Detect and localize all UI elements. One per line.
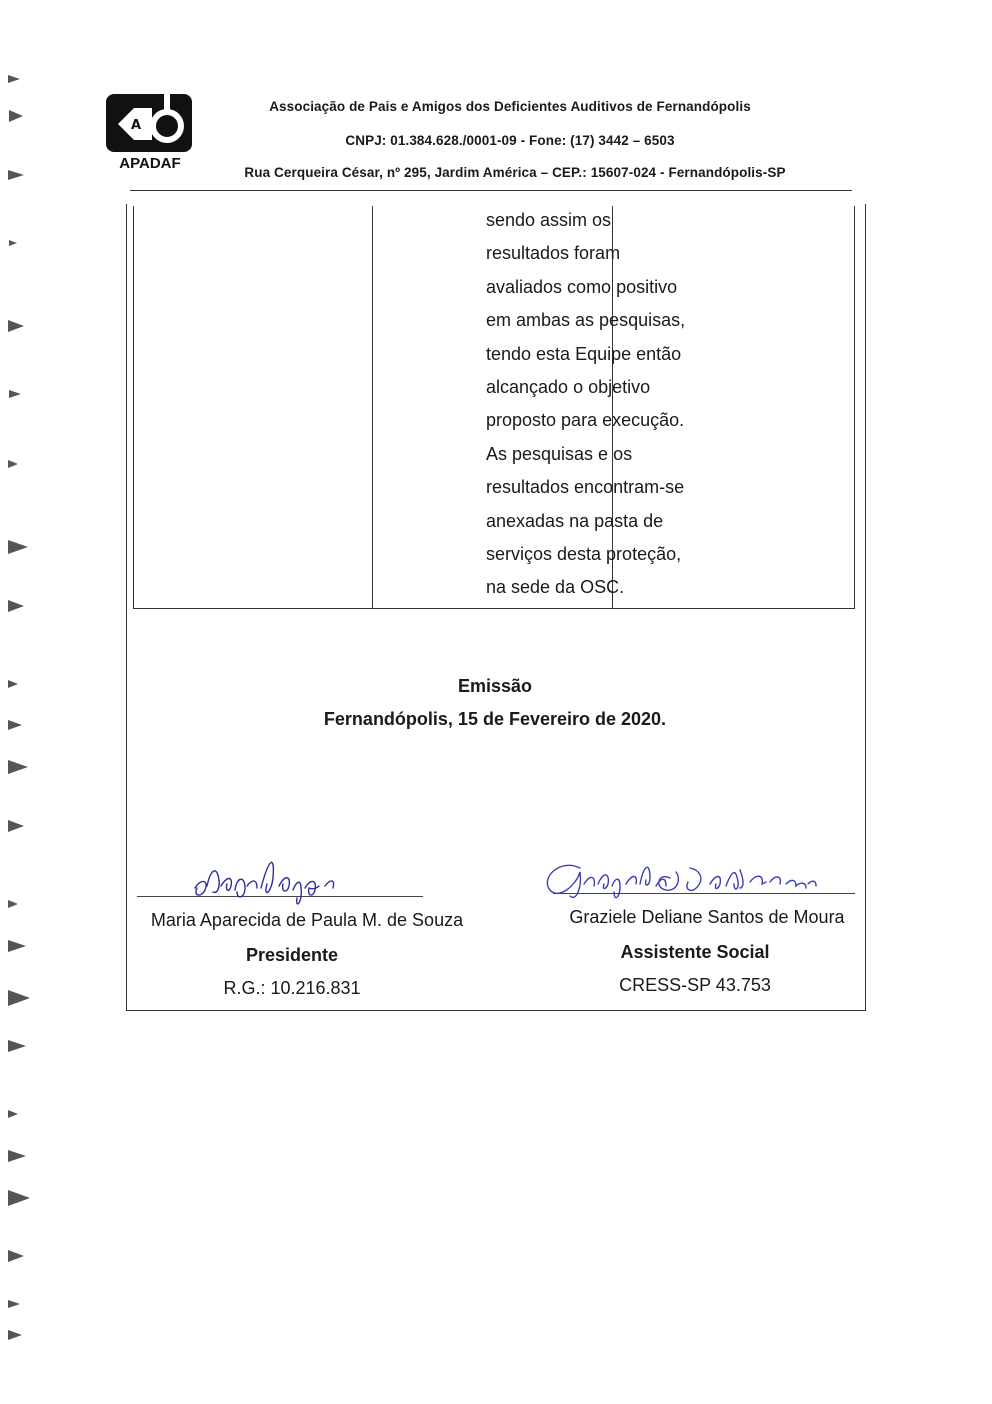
cell-line: alcançado o objetivo xyxy=(486,377,651,398)
header-divider xyxy=(130,190,852,191)
cell-line: resultados foram xyxy=(486,243,621,264)
emission-date: Fernandópolis, 15 de Fevereiro de 2020. xyxy=(323,709,667,729)
right-handwritten-signature xyxy=(540,848,840,910)
right-signatory-id: CRESS-SP 43.753 xyxy=(619,975,771,995)
right-signatory-name: Graziele Deliane Santos de Moura xyxy=(569,907,845,927)
organization-name: Associação de Pais e Amigos dos Deficientes Auditivos de Fernandópolis xyxy=(269,99,751,114)
left-signatory-role: Presidente xyxy=(245,945,339,965)
cell-line: tendo esta Equipe então xyxy=(486,343,682,364)
cell-line: em ambas as pesquisas, xyxy=(486,310,686,331)
left-handwritten-signature xyxy=(185,850,355,912)
left-signatory-name: Maria Aparecida de Paula M. de Souza xyxy=(150,910,464,930)
cell-line: avaliados como positivo xyxy=(486,276,678,297)
cell-line: proposto para execução. xyxy=(486,410,685,431)
svg-text:APADAF: APADAF xyxy=(119,155,181,172)
cell-line: sendo assim os xyxy=(486,210,612,230)
results-cell-text xyxy=(486,204,708,605)
left-signatory-id: R.G.: 10.216.831 xyxy=(223,978,361,998)
apadaf-logo xyxy=(104,92,196,172)
cell-line: As pesquisas e os xyxy=(486,443,633,464)
cnpj-phone: CNPJ: 01.384.628./0001-09 - Fone: (17) 3442 – 6503 xyxy=(345,133,675,148)
cell-line: na sede da OSC. xyxy=(486,577,625,598)
right-signatory-role: Assistente Social xyxy=(620,942,770,962)
cell-line: serviços desta proteção, xyxy=(486,544,682,565)
scan-edge-marks xyxy=(0,60,30,1350)
address: Rua Cerqueira César, nº 295, Jardim América – CEP.: 15607-024 - Fernandópolis-SP xyxy=(244,165,786,180)
emission-title: Emissão xyxy=(457,676,533,696)
cell-line: resultados encontram-se xyxy=(486,477,685,498)
cell-line: anexadas na pasta de xyxy=(486,510,664,531)
table-column-1 xyxy=(134,206,373,608)
svg-text:A: A xyxy=(130,118,142,133)
